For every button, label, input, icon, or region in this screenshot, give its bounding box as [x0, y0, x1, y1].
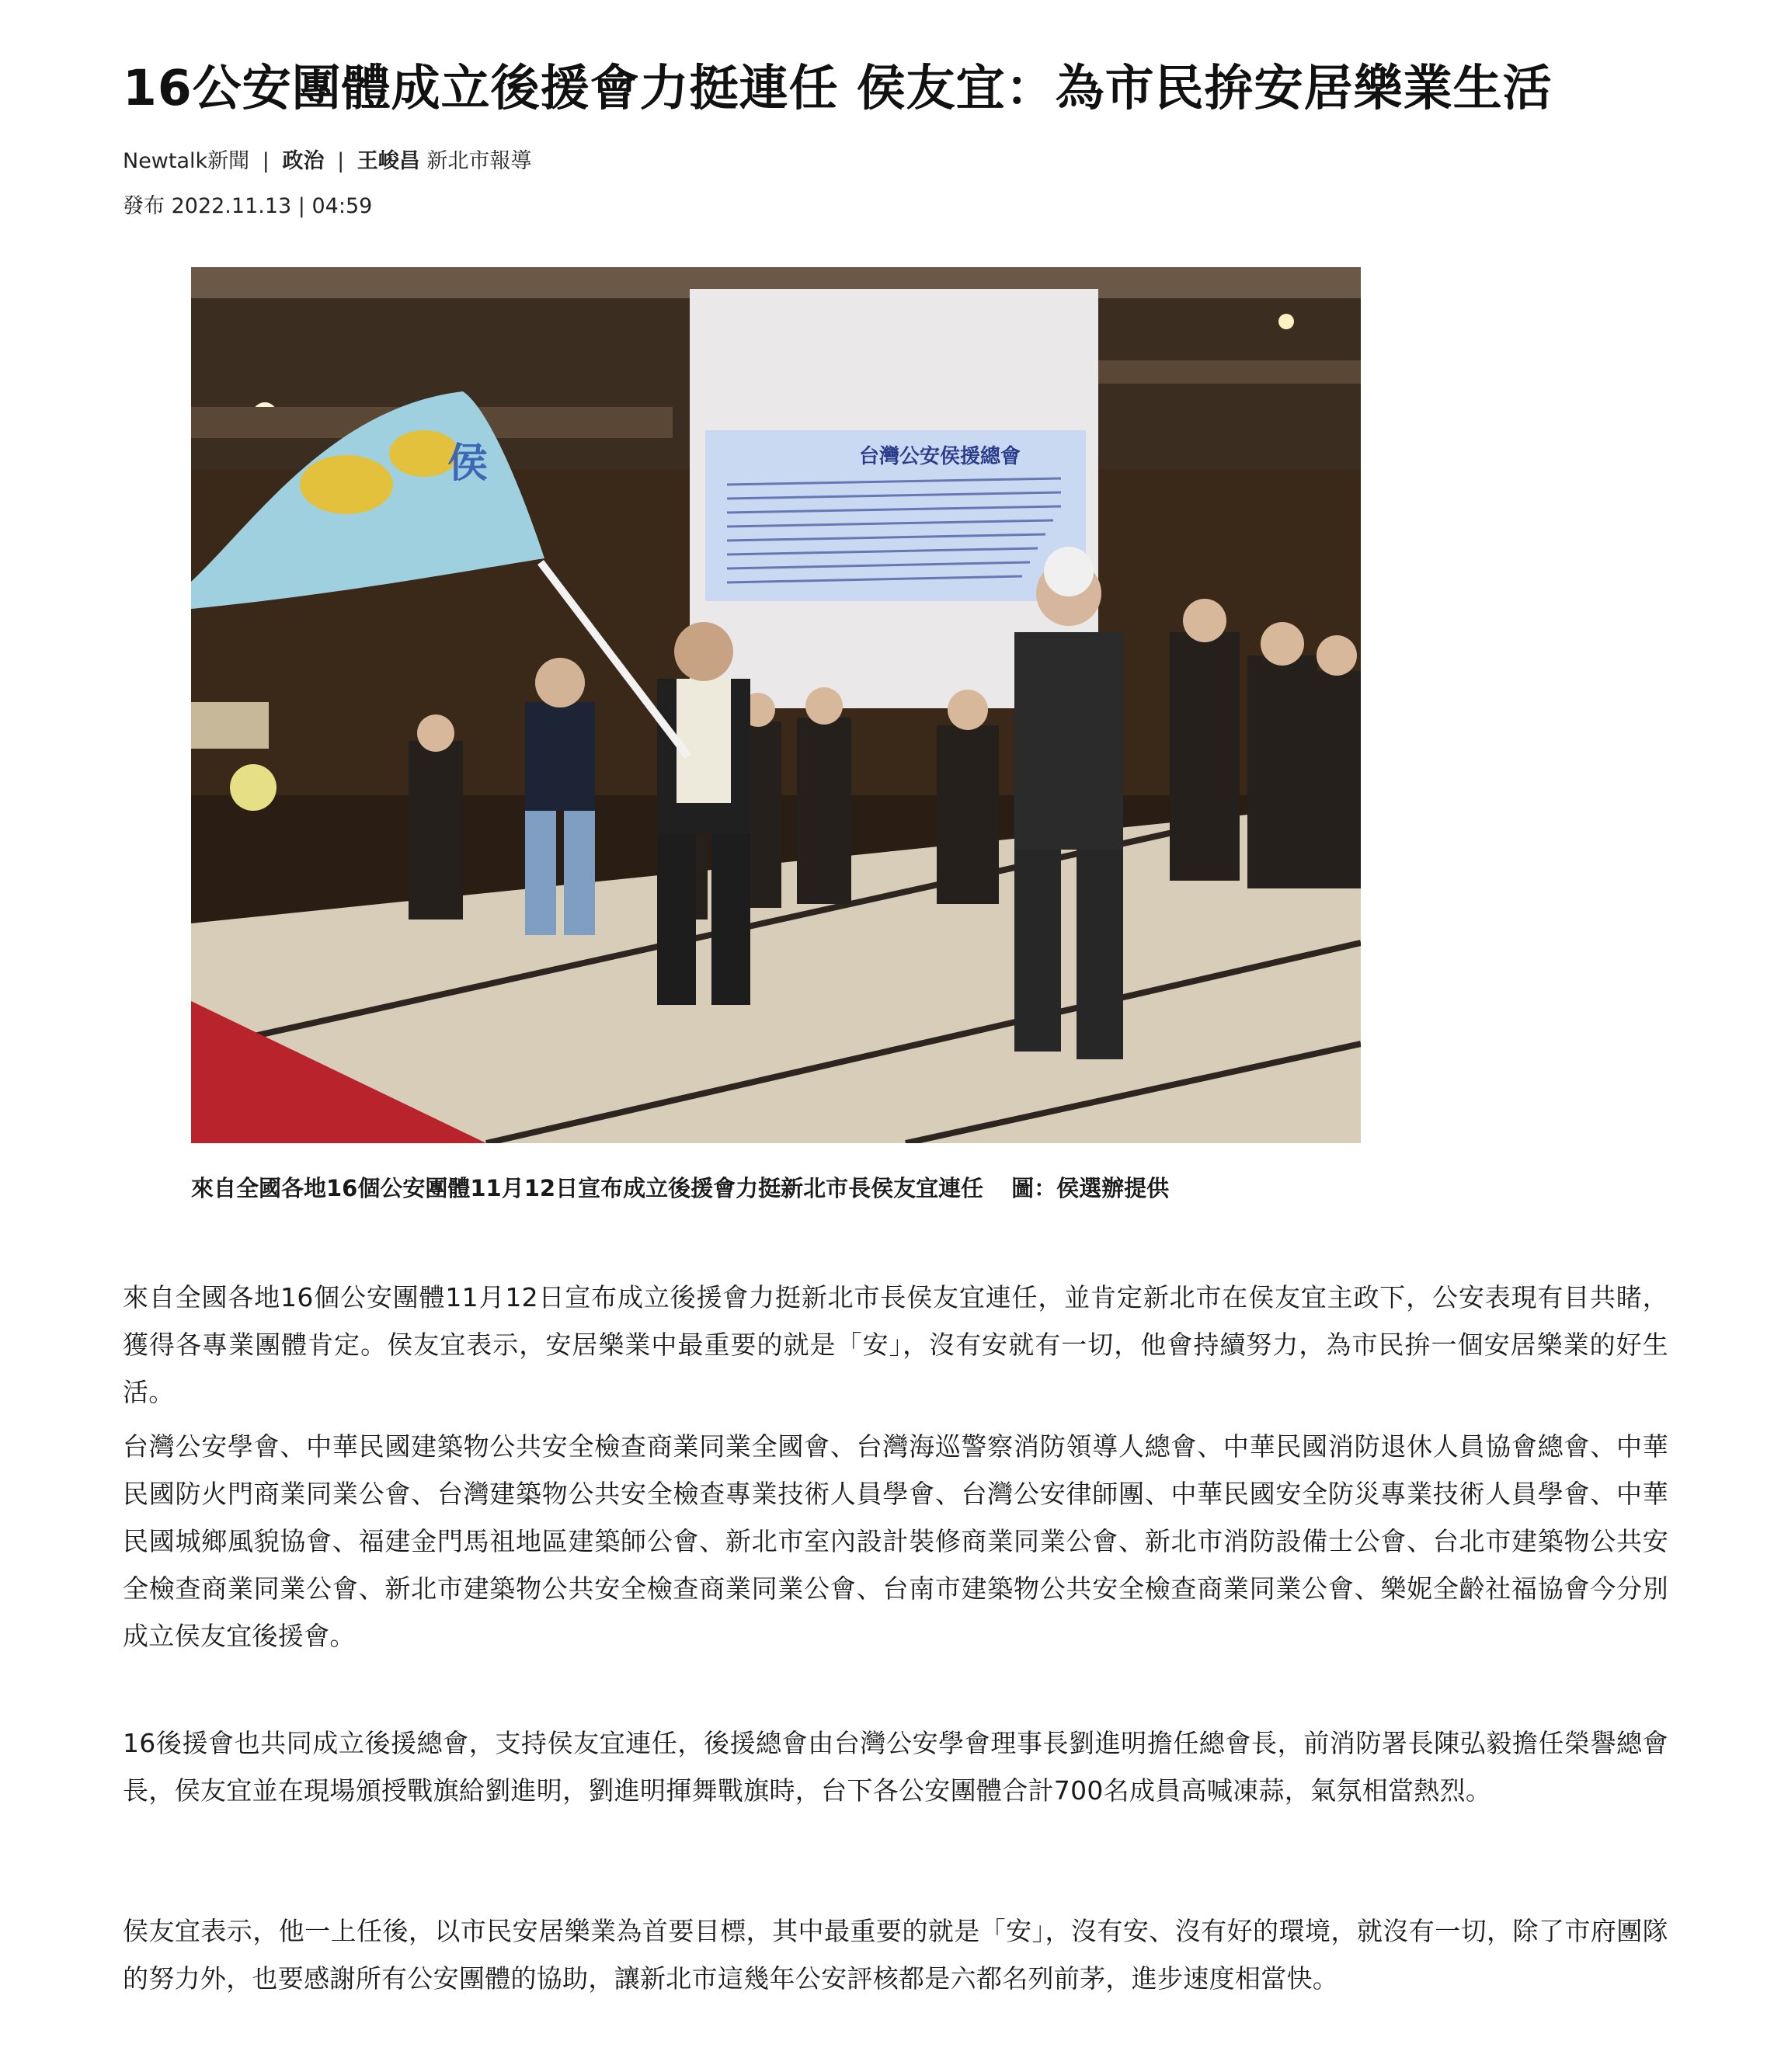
- caption-credit: 圖：侯選辦提供: [1011, 1175, 1170, 1201]
- byline-author[interactable]: 王峻昌: [357, 149, 420, 173]
- caption-text: 來自全國各地16個公安團體11月12日宣布成立後援會力挺新北市長侯友宜連任: [191, 1175, 984, 1201]
- publish-separator: |: [297, 194, 305, 218]
- event-photo-illustration: [191, 267, 1361, 1143]
- publish-date: [123, 191, 372, 222]
- article-paragraph-1: 來自全國各地16個公安團體11月12日宣布成立後援會力挺新北市長侯友宜連任，並肯定新北市在侯友宜主政下，公安表現有目共睹，獲得各專業團體肯定。侯友宜表示，安居樂業中最重要的就是「安」，沒有安就有一切，他會持續努力，為市民拚一個安居樂業的好生活。: [123, 1282, 1668, 1407]
- photo-caption: [191, 1171, 1361, 1205]
- ceiling-light-icon: [1278, 314, 1294, 329]
- publish-label: 發布: [123, 194, 165, 218]
- byline-source[interactable]: Newtalk新聞: [123, 149, 250, 173]
- byline-separator: |: [262, 149, 270, 173]
- byline: [123, 146, 531, 177]
- publish-time: 04:59: [311, 194, 373, 218]
- flag-emblem: [300, 455, 393, 514]
- article-title: 16公安團體成立後援會力挺連任 侯友宜：為市民拚安居樂業生活: [123, 60, 1553, 116]
- byline-separator: |: [337, 149, 345, 173]
- article-paragraph-3: 16後援會也共同成立後援總會，支持侯友宜連任，後援總會由台灣公安學會理事長劉進明擔任總會長，前消防署長陳弘毅擔任榮譽總會長，侯友宜並在現場頒授戰旗給劉進明，劉進明揮舞戰旗時，台下各公安團體合計700名成員高喊凍蒜，氣氛相當熱烈。: [123, 1728, 1668, 1806]
- byline-section[interactable]: 政治: [282, 149, 325, 173]
- screen-heading: 台灣公安侯援總會: [859, 445, 1021, 468]
- byline-location: 新北市報導: [426, 149, 532, 173]
- article-paragraph-2: 台灣公安學會、中華民國建築物公共安全檢查商業同業全國會、台灣海巡警察消防領導人總會、中華民國消防退休人員協會總會、中華民國防火門商業同業公會、台灣建築物公共安全檢查專業技術人員學會、台灣公安律師團、中華民國安全防災專業技術人員學會、中華民國城鄉風貌協會、福建金門馬祖地區建築師公會、新北市室內設計裝修商業同業公會、新北市消防設備士公會、台北市建築物公共安全檢查商業同業公會、新北市建築物公共安全檢查商業同業公會、台南市建築物公共安全檢查商業同業公會、樂妮全齡社福協會今分別成立侯友宜後援會。: [123, 1431, 1668, 1651]
- article-photo[interactable]: [191, 267, 1361, 1143]
- publish-date-value: 2022.11.13: [171, 194, 292, 218]
- article-paragraph-4: 侯友宜表示，他一上任後，以市民安居樂業為首要目標，其中最重要的就是「安」，沒有安、沒有好的環境，就沒有一切，除了市府團隊的努力外，也要感謝所有公安團體的協助，讓新北市這幾年公安評核都是六都名列前茅，進步速度相當快。: [123, 1916, 1668, 1994]
- flag-text: 侯: [447, 440, 489, 487]
